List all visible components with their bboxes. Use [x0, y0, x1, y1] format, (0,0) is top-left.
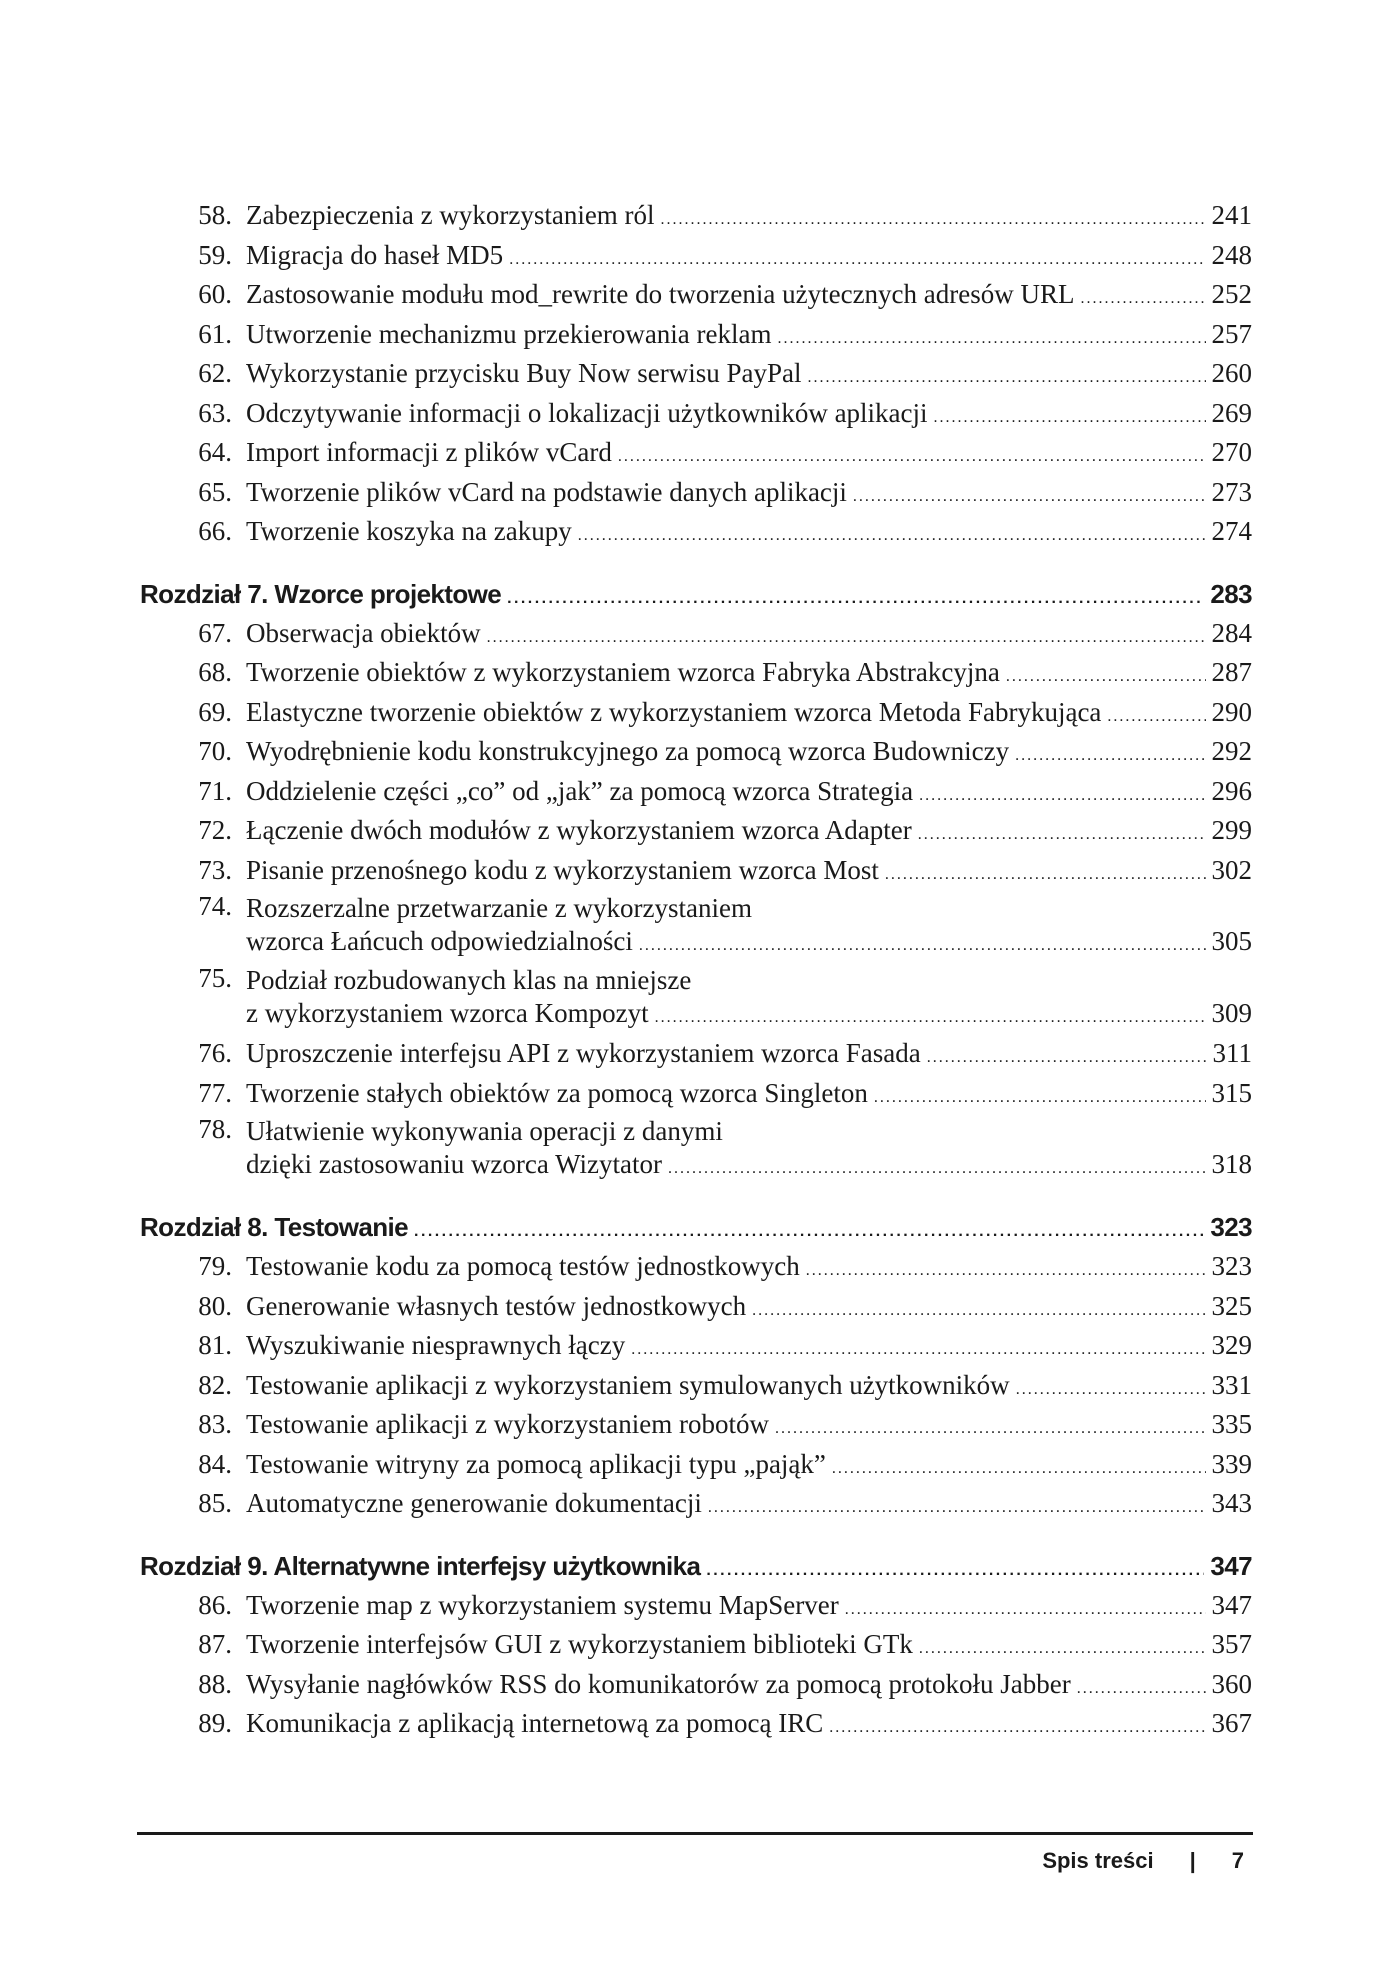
entry-number: 65.: [198, 476, 232, 507]
entry-title: Tworzenie interfejsów GUI z wykorzystaniem biblioteki GTk: [246, 1629, 913, 1659]
entry-title-line2: wzorca Łańcuch odpowiedzialności: [246, 926, 633, 956]
toc-chapter-heading: [140, 1207, 1252, 1247]
entry-number: 66.: [198, 516, 232, 546]
entry-title: Tworzenie map z wykorzystaniem systemu MapServer: [246, 1589, 839, 1620]
entry-title: Tworzenie obiektów z wykorzystaniem wzorca Fabryka Abstrakcyjna: [246, 657, 1000, 687]
entry-number: 84.: [198, 1448, 232, 1479]
entry-page-number: 257: [1211, 318, 1252, 349]
leader-dots: [1015, 736, 1205, 776]
entry-title: Zastosowanie modułu mod_rewrite do tworzenia użytecznych adresów URL: [246, 279, 1075, 309]
leader-dots: [829, 1708, 1205, 1748]
toc-entry: [142, 315, 1252, 355]
leader-dots: [927, 1038, 1206, 1078]
entry-page-number: 323: [1211, 1251, 1252, 1281]
toc-entry: [142, 433, 1252, 473]
entry-page-number: 309: [1211, 998, 1252, 1028]
entry-page-number: 302: [1211, 854, 1252, 885]
leader-dots: [487, 618, 1206, 658]
entry-number: 70.: [198, 736, 232, 766]
toc-entry: [142, 1445, 1252, 1485]
entry-page-number: 367: [1211, 1708, 1252, 1738]
entry-title-line2: dzięki zastosowaniu wzorca Wizytator: [246, 1149, 663, 1179]
entry-number: 59.: [198, 239, 232, 270]
toc-entry: [142, 811, 1252, 851]
entry-number: 63.: [198, 397, 232, 428]
chapter-page-number: 347: [1210, 1550, 1252, 1581]
toc-entry: [142, 1665, 1252, 1705]
leader-dots: [1016, 1370, 1206, 1410]
toc-entry: [142, 890, 1252, 962]
entry-page-number: 299: [1211, 815, 1252, 845]
toc-entry: [142, 1287, 1252, 1327]
footer-page-number: 7: [1231, 1848, 1244, 1873]
entry-page-number: 311: [1212, 1038, 1252, 1068]
entry-title: Tworzenie koszyka na zakupy: [246, 516, 572, 546]
entry-number: 74.: [198, 891, 232, 921]
leader-dots: [918, 815, 1206, 855]
entry-title: Obserwacja obiektów: [246, 617, 481, 648]
entry-page-number: 343: [1211, 1488, 1252, 1518]
entry-page-number: 290: [1211, 696, 1252, 727]
entry-page-number: 273: [1211, 476, 1252, 507]
toc-entry: [142, 236, 1252, 276]
leader-dots: [706, 1551, 1204, 1591]
entry-number: 60.: [198, 279, 232, 309]
entry-title: Generowanie własnych testów jednostkowych: [246, 1290, 747, 1321]
entry-title: Wykorzystanie przycisku Buy Now serwisu PayPal: [246, 358, 802, 388]
entry-number: 71.: [198, 775, 232, 806]
toc-entry: [142, 1405, 1252, 1445]
toc-entry: [142, 653, 1252, 693]
leader-dots: [808, 358, 1206, 398]
entry-page-number: 339: [1211, 1448, 1252, 1479]
entry-number: 79.: [198, 1251, 232, 1281]
leader-dots: [631, 1330, 1205, 1370]
footer-section-title: Spis treści: [1042, 1848, 1154, 1873]
leader-dots: [655, 1001, 1206, 1034]
page-footer: [0, 1848, 1244, 1874]
toc-entry: [142, 1034, 1252, 1074]
entry-page-number: 252: [1211, 279, 1252, 309]
leader-dots: [708, 1488, 1206, 1528]
toc-entry: [142, 1366, 1252, 1406]
leader-dots: [507, 579, 1204, 619]
leader-dots: [752, 1291, 1205, 1331]
toc-entry: [142, 851, 1252, 891]
entry-page-number: 305: [1211, 926, 1252, 956]
entry-number: 68.: [198, 657, 232, 687]
entry-title: Zabezpieczenia z wykorzystaniem ról: [246, 200, 655, 230]
leader-dots: [934, 398, 1206, 438]
toc-entry: [142, 1113, 1252, 1185]
toc-entry: [142, 772, 1252, 812]
leader-dots: [874, 1078, 1206, 1118]
entry-number: 85.: [198, 1488, 232, 1518]
entry-page-number: 274: [1211, 516, 1252, 546]
entry-page-number: 296: [1211, 775, 1252, 806]
entry-page-number: 335: [1211, 1409, 1252, 1439]
leader-dots: [578, 516, 1206, 556]
entry-number: 61.: [198, 318, 232, 349]
toc-entry: [142, 1704, 1252, 1744]
entry-page-number: 315: [1211, 1077, 1252, 1108]
toc-entry: [142, 196, 1252, 236]
leader-dots: [775, 1409, 1206, 1449]
leader-dots: [885, 855, 1206, 895]
toc-entry: [142, 354, 1252, 394]
chapter-page-number: 323: [1210, 1212, 1252, 1242]
table-of-contents: [142, 196, 1252, 1744]
entry-number: 81.: [198, 1330, 232, 1360]
toc-entry: [142, 394, 1252, 434]
toc-entry: [142, 473, 1252, 513]
leader-dots: [853, 477, 1206, 517]
leader-dots: [414, 1212, 1204, 1252]
toc-chapter-heading: [140, 574, 1252, 614]
leader-dots: [1081, 279, 1206, 319]
entry-number: 78.: [198, 1114, 232, 1144]
entry-page-number: 347: [1211, 1589, 1252, 1620]
entry-title: Tworzenie stałych obiektów za pomocą wzorca Singleton: [246, 1077, 868, 1108]
entry-title: Elastyczne tworzenie obiektów z wykorzystaniem wzorca Metoda Fabrykująca: [246, 696, 1102, 727]
leader-dots: [1107, 697, 1205, 737]
entry-number: 64.: [198, 437, 232, 467]
toc-entry: [142, 1074, 1252, 1114]
entry-title-line2: z wykorzystaniem wzorca Kompozyt: [246, 998, 649, 1028]
footer-rule: [137, 1832, 1253, 1835]
leader-dots: [639, 929, 1206, 962]
entry-number: 77.: [198, 1077, 232, 1108]
entry-page-number: 248: [1211, 239, 1252, 270]
entry-number: 58.: [198, 200, 232, 230]
entry-title: Łączenie dwóch modułów z wykorzystaniem wzorca Adapter: [246, 815, 912, 845]
entry-number: 80.: [198, 1290, 232, 1321]
entry-number: 83.: [198, 1409, 232, 1439]
entry-number: 89.: [198, 1708, 232, 1738]
entry-page-number: 360: [1211, 1668, 1252, 1699]
entry-title: Uproszczenie interfejsu API z wykorzystaniem wzorca Fasada: [246, 1038, 921, 1068]
entry-number: 86.: [198, 1589, 232, 1620]
leader-dots: [806, 1251, 1206, 1291]
entry-page-number: 260: [1211, 358, 1252, 388]
entry-page-number: 318: [1211, 1149, 1252, 1179]
entry-page-number: 331: [1211, 1369, 1252, 1400]
toc-entry: [142, 512, 1252, 552]
leader-dots: [919, 776, 1205, 816]
entry-title: Pisanie przenośnego kodu z wykorzystaniem wzorca Most: [246, 854, 879, 885]
toc-entry: [142, 1586, 1252, 1626]
entry-page-number: 325: [1211, 1290, 1252, 1321]
entry-title: Wysyłanie nagłówków RSS do komunikatorów za pomocą protokołu Jabber: [246, 1668, 1071, 1699]
toc-entry: [142, 275, 1252, 315]
toc-entry: [142, 614, 1252, 654]
entry-page-number: 241: [1211, 200, 1252, 230]
entry-number: 88.: [198, 1668, 232, 1699]
entry-page-number: 357: [1211, 1629, 1252, 1659]
entry-page-number: 329: [1211, 1330, 1252, 1360]
footer-separator: |: [1189, 1848, 1196, 1873]
toc-entry: [142, 693, 1252, 733]
entry-page-number: 270: [1211, 437, 1252, 467]
entry-title: Testowanie kodu za pomocą testów jednostkowych: [246, 1251, 800, 1281]
toc-entry: [142, 962, 1252, 1034]
entry-page-number: 287: [1211, 657, 1252, 687]
entry-title-line1: Rozszerzalne przetwarzanie z wykorzystaniem: [246, 893, 752, 923]
leader-dots: [845, 1590, 1206, 1630]
leader-dots: [832, 1449, 1206, 1489]
entry-number: 73.: [198, 854, 232, 885]
leader-dots: [509, 240, 1205, 280]
chapter-title: Rozdział 8. Testowanie: [140, 1212, 409, 1242]
entry-title: Odczytywanie informacji o lokalizacji użytkowników aplikacji: [246, 397, 928, 428]
entry-number: 72.: [198, 815, 232, 845]
entry-number: 87.: [198, 1629, 232, 1659]
entry-title: Utworzenie mechanizmu przekierowania reklam: [246, 318, 772, 349]
toc-entry: [142, 732, 1252, 772]
toc-entry: [142, 1326, 1252, 1366]
entry-page-number: 284: [1211, 617, 1252, 648]
entry-title-line1: Podział rozbudowanych klas na mniejsze: [246, 965, 692, 995]
entry-number: 75.: [198, 963, 232, 993]
entry-title: Import informacji z plików vCard: [246, 437, 612, 467]
entry-title: Testowanie witryny za pomocą aplikacji typu „pająk”: [246, 1448, 826, 1479]
toc-entry: [142, 1247, 1252, 1287]
leader-dots: [919, 1629, 1206, 1669]
leader-dots: [661, 200, 1206, 240]
leader-dots: [618, 437, 1206, 477]
toc-entry: [142, 1625, 1252, 1665]
leader-dots: [1006, 657, 1206, 697]
entry-title: Oddzielenie części „co” od „jak” za pomocą wzorca Strategia: [246, 775, 914, 806]
entry-number: 67.: [198, 617, 232, 648]
entry-title: Komunikacja z aplikacją internetową za pomocą IRC: [246, 1708, 824, 1738]
leader-dots: [668, 1152, 1205, 1185]
chapter-title: Rozdział 7. Wzorce projektowe: [140, 578, 502, 609]
leader-dots: [778, 319, 1206, 359]
toc-chapter-heading: [140, 1546, 1252, 1586]
toc-entry: [142, 1484, 1252, 1524]
entry-page-number: 292: [1211, 736, 1252, 766]
entry-number: 82.: [198, 1369, 232, 1400]
entry-number: 69.: [198, 696, 232, 727]
entry-title: Testowanie aplikacji z wykorzystaniem symulowanych użytkowników: [246, 1369, 1010, 1400]
entry-page-number: 269: [1211, 397, 1252, 428]
entry-title: Wyodrębnienie kodu konstrukcyjnego za pomocą wzorca Budowniczy: [246, 736, 1010, 766]
entry-title: Automatyczne generowanie dokumentacji: [246, 1488, 702, 1518]
entry-title: Testowanie aplikacji z wykorzystaniem robotów: [246, 1409, 769, 1439]
entry-title-line1: Ułatwienie wykonywania operacji z danymi: [246, 1116, 723, 1146]
entry-number: 62.: [198, 358, 232, 388]
entry-number: 76.: [198, 1038, 232, 1068]
entry-title: Wyszukiwanie niesprawnych łączy: [246, 1330, 626, 1360]
entry-title: Tworzenie plików vCard na podstawie danych aplikacji: [246, 476, 847, 507]
chapter-title: Rozdział 9. Alternatywne interfejsy użytkownika: [140, 1550, 701, 1581]
leader-dots: [1077, 1669, 1206, 1709]
entry-title: Migracja do haseł MD5: [246, 239, 504, 270]
chapter-page-number: 283: [1210, 578, 1252, 609]
